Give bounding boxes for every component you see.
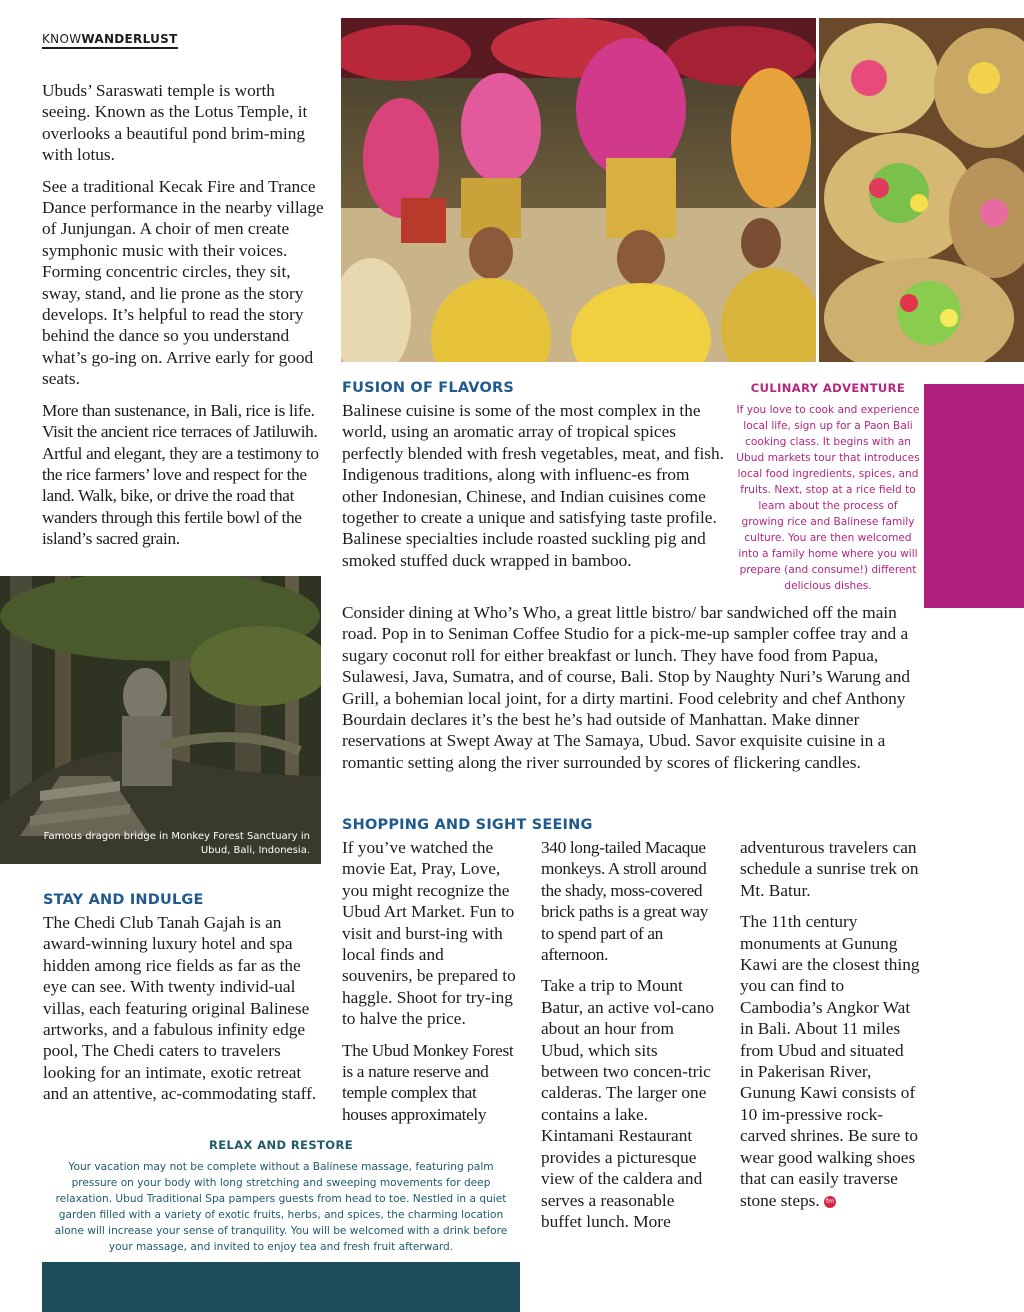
gunung-kawi-text: The 11th century monuments at Gunung Kawi are the closest thing you can find to Cambodia’s Angkor Wat in Bali. About 11 miles from Ubud and situated in Pakerisan River, Gunung Kawi consists of 10 im-pressive rock-carved shrines. Be sure to wear good walking shoes that can easily traverse stone steps. [740,912,920,1210]
kecak-paragraph: See a traditional Kecak Fire and Trance Dance performance in the nearby village of Junjungan. A choir of men create symphonic music with their voices. Forming concentric circles, they sit, sway, stand, and lie prone as the story develops. It’s helpful to read the story behind the dance so you understand what’s go-ing on. Arrive early for good seats. [42,176,324,389]
gunung-kawi-paragraph [740,911,920,1211]
relax-text: Your vacation may not be complete without a Balinese massage, featuring palm pressure on your body with long stretching and sweeping movements for deep relaxation. Ubud Traditional Spa pampers guests from head to toe. Nestled in a quiet garden filled with a variety of exotic fruits, herbs, and spices, the charming location alone will increase your sense of tranquility. You will be welcomed with a drink before your massage, and invited to enjoy tea and fresh fruit afterward. [54,1161,508,1253]
sunrise-trek-paragraph: adventurous travelers can schedule a sunrise trek on Mt. Batur. [740,838,919,900]
stay-heading: STAY AND INDULGE [43,892,204,908]
fusion-heading: FUSION OF FLAVORS [342,380,514,396]
mount-batur-paragraph: Take a trip to Mount Batur, an active vol-cano about an hour from Ubud, which sits between two concen-tric calderas. The larger one contains a lake. Kintamani Restaurant provides a picturesque view of the caldera and serves a reasonable buffet lunch. More [541,976,715,1231]
culinary-heading: CULINARY ADVENTURE [750,381,906,395]
fusion-paragraph-1: Balinese cuisine is some of the most complex in the world, using an aromatic array of tropical spices perfectly blended with fresh vegetables, meat, and fish. Indigenous traditions, along with influenc-es from other Indonesian, Chinese, and Indian cuisines come together to create a unique and satisfying taste profile. Balinese specialties include roasted suckling pig and smoked stuffed duck wrapped in bamboo. [342,401,724,570]
dragon-bridge-photo [0,576,321,864]
shopping-column-2 [541,837,719,1242]
brand-prefix: KNOW [42,32,82,46]
dancers-photo [341,18,816,362]
left-column [42,80,324,560]
fusion-paragraph-2: Consider dining at Who’s Who, a great little bistro/ bar sandwiched off the main road. Pop in to Seniman Coffee Studio for a pick-me-up sampler coffee tray and a sugary coconut roll for either breakfast or lunch. They have food from Papua, Sulawesi, Java, Sumatra, and of course, Bali. Stop by Naughty Nuri’s Warung and Grill, a bohemian local joint, for a dirty martini. Food celebrity and chef Anthony Bourdain declares it’s the best he’s had outside of Manhattan. Make dinner reservations at Swept Away at The Samaya, Ubud. Savor exquisite cuisine in a romantic setting along the river surrounded by scores of flickering candles. [342,603,910,772]
section-header [42,32,178,49]
macaque-paragraph: 340 long-tailed Macaque monkeys. A stroll around the shady, moss-covered brick paths is a great way to spend part of an afternoon. [541,838,709,965]
saraswati-paragraph: Ubuds’ Saraswati temple is worth seeing. Known as the Lotus Temple, it overlooks a beautiful pond brim-ming with lotus. [42,81,308,165]
stay-text: The Chedi Club Tanah Gajah is an award-winning luxury hotel and spa hidden among rice fields as far as the eye can see. With twenty individ-ual villas, each featuring original Balinese artworks, and a fabulous infinity edge pool, The Chedi caters to travelers looking for an intimate, exotic retreat and an attentive, ac-commodating staff. [43,913,317,1104]
teal-footer-block [42,1262,520,1312]
dancers-photo-illustration [341,18,816,362]
art-market-paragraph: If you’ve watched the movie Eat, Pray, Love, you might recognize the Ubud Art Market. Fun to visit and burst-ing with local finds and souvenirs, be prepared to haggle. Shoot for try-ing to halve the price. [342,838,516,1029]
culinary-text: If you love to cook and experience local life, sign up for a Paon Bali cooking class. It begins with an Ubud markets tour that introduces local food ingredients, spices, and fruits. Next, stop at a rice field to learn about the process of growing rice and Balinese family culture. You are then welcomed into a family home where you will prepare (and consume!) different delicious dishes. [736,404,920,592]
shopping-column-1 [342,837,518,1135]
rice-paragraph: More than sustenance, in Bali, rice is life. Visit the ancient rice terraces of Jatiluwih. Artful and elegant, they are a testimony to the rice farmers’ love and respect for the land. Walk, bike, or drive the road that wanders through this fertile bowl of the island’s sacred grain. [42,400,319,549]
end-mark-icon: fm [824,1196,836,1208]
relax-heading: RELAX AND RESTORE [208,1138,353,1152]
offerings-photo [819,18,1024,362]
offerings-photo-illustration [819,18,1024,362]
shopping-column-3 [740,837,920,1221]
magenta-accent-bar [924,384,1024,608]
shopping-heading: SHOPPING AND SIGHT SEEING [342,817,593,833]
dragon-photo-caption: Famous dragon bridge in Monkey Forest Sanctuary in Ubud, Bali, Indonesia. [43,831,310,856]
dragon-photo-illustration [0,576,321,864]
monkey-forest-paragraph: The Ubud Monkey Forest is a nature reserve and temple complex that houses approximately [342,1040,514,1124]
brand-suffix: WANDERLUST [81,32,178,46]
